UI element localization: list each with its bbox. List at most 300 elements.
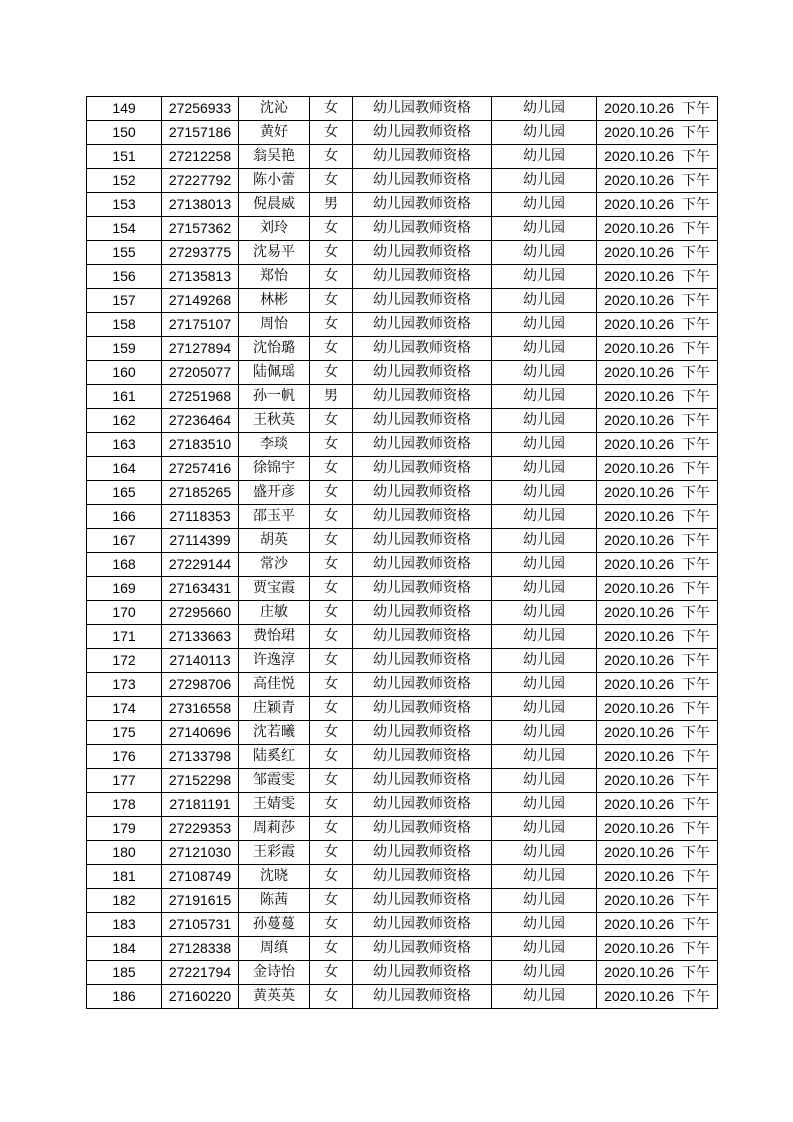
table-row <box>87 841 718 865</box>
row-number-cell: 186 <box>87 985 162 1009</box>
exam-date: 2020.10.26 <box>604 796 675 812</box>
row-number-cell: 162 <box>87 409 162 433</box>
qualification-cell: 幼儿园教师资格 <box>353 721 492 745</box>
candidate-name-cell: 陆奚红 <box>239 745 310 769</box>
exam-session: 下午 <box>681 388 710 404</box>
row-number-cell: 183 <box>87 913 162 937</box>
candidate-id-cell: 27114399 <box>162 529 239 553</box>
candidate-id-cell: 27140113 <box>162 649 239 673</box>
gender-cell: 女 <box>310 745 353 769</box>
subject-cell: 幼儿园 <box>492 145 597 169</box>
candidate-name-cell: 王婧雯 <box>239 793 310 817</box>
candidate-table <box>86 96 718 1009</box>
exam-date: 2020.10.26 <box>604 604 675 620</box>
candidate-name-cell: 陈茜 <box>239 889 310 913</box>
exam-date: 2020.10.26 <box>604 964 675 980</box>
candidate-name-cell: 陆佩瑶 <box>239 361 310 385</box>
table-row <box>87 385 718 409</box>
candidate-id-cell: 27133798 <box>162 745 239 769</box>
table-row <box>87 265 718 289</box>
gender-cell: 女 <box>310 457 353 481</box>
qualification-cell: 幼儿园教师资格 <box>353 481 492 505</box>
qualification-cell: 幼儿园教师资格 <box>353 793 492 817</box>
candidate-name-cell: 周缜 <box>239 937 310 961</box>
exam-date: 2020.10.26 <box>604 484 675 500</box>
row-number-cell: 166 <box>87 505 162 529</box>
table-row <box>87 697 718 721</box>
exam-session: 下午 <box>681 148 710 164</box>
subject-cell: 幼儿园 <box>492 433 597 457</box>
candidate-id-cell: 27121030 <box>162 841 239 865</box>
subject-cell: 幼儿园 <box>492 985 597 1009</box>
gender-cell: 女 <box>310 505 353 529</box>
table-row <box>87 529 718 553</box>
row-number-cell: 167 <box>87 529 162 553</box>
candidate-name-cell: 胡英 <box>239 529 310 553</box>
table-row <box>87 121 718 145</box>
exam-session: 下午 <box>681 940 710 956</box>
gender-cell: 女 <box>310 481 353 505</box>
candidate-name-cell: 沈易平 <box>239 241 310 265</box>
table-row <box>87 961 718 985</box>
table-row <box>87 337 718 361</box>
subject-cell: 幼儿园 <box>492 457 597 481</box>
exam-session: 下午 <box>681 244 710 260</box>
exam-date-cell <box>597 793 718 817</box>
row-number-cell: 168 <box>87 553 162 577</box>
exam-session: 下午 <box>681 532 710 548</box>
exam-session: 下午 <box>681 724 710 740</box>
row-number-cell: 179 <box>87 817 162 841</box>
table-row <box>87 433 718 457</box>
gender-cell: 女 <box>310 361 353 385</box>
row-number-cell: 164 <box>87 457 162 481</box>
qualification-cell: 幼儿园教师资格 <box>353 673 492 697</box>
qualification-cell: 幼儿园教师资格 <box>353 217 492 241</box>
subject-cell: 幼儿园 <box>492 385 597 409</box>
row-number-cell: 163 <box>87 433 162 457</box>
qualification-cell: 幼儿园教师资格 <box>353 601 492 625</box>
table-row <box>87 625 718 649</box>
row-number-cell: 154 <box>87 217 162 241</box>
candidate-id-cell: 27157362 <box>162 217 239 241</box>
candidate-id-cell: 27128338 <box>162 937 239 961</box>
subject-cell: 幼儿园 <box>492 697 597 721</box>
exam-date-cell <box>597 673 718 697</box>
qualification-cell: 幼儿园教师资格 <box>353 193 492 217</box>
table-row <box>87 481 718 505</box>
table-row <box>87 241 718 265</box>
exam-date: 2020.10.26 <box>604 628 675 644</box>
subject-cell: 幼儿园 <box>492 361 597 385</box>
subject-cell: 幼儿园 <box>492 649 597 673</box>
table-row <box>87 409 718 433</box>
exam-session: 下午 <box>681 412 710 428</box>
exam-session: 下午 <box>681 364 710 380</box>
qualification-cell: 幼儿园教师资格 <box>353 889 492 913</box>
row-number-cell: 177 <box>87 769 162 793</box>
gender-cell: 男 <box>310 193 353 217</box>
qualification-cell: 幼儿园教师资格 <box>353 169 492 193</box>
exam-date-cell <box>597 505 718 529</box>
candidate-id-cell: 27133663 <box>162 625 239 649</box>
row-number-cell: 184 <box>87 937 162 961</box>
candidate-name-cell: 王秋英 <box>239 409 310 433</box>
candidate-id-cell: 27229144 <box>162 553 239 577</box>
candidate-name-cell: 王彩霞 <box>239 841 310 865</box>
candidate-id-cell: 27205077 <box>162 361 239 385</box>
candidate-id-cell: 27256933 <box>162 97 239 121</box>
exam-date: 2020.10.26 <box>604 940 675 956</box>
row-number-cell: 169 <box>87 577 162 601</box>
candidate-name-cell: 徐锦宇 <box>239 457 310 481</box>
row-number-cell: 176 <box>87 745 162 769</box>
exam-date-cell <box>597 361 718 385</box>
exam-date: 2020.10.26 <box>604 988 675 1004</box>
subject-cell: 幼儿园 <box>492 913 597 937</box>
qualification-cell: 幼儿园教师资格 <box>353 817 492 841</box>
gender-cell: 女 <box>310 913 353 937</box>
table-row <box>87 169 718 193</box>
subject-cell: 幼儿园 <box>492 721 597 745</box>
candidate-name-cell: 刘玲 <box>239 217 310 241</box>
table-row <box>87 601 718 625</box>
table-row <box>87 913 718 937</box>
candidate-id-cell: 27293775 <box>162 241 239 265</box>
exam-date-cell <box>597 649 718 673</box>
gender-cell: 女 <box>310 337 353 361</box>
candidate-name-cell: 庄敏 <box>239 601 310 625</box>
exam-date-cell <box>597 937 718 961</box>
exam-session: 下午 <box>681 340 710 356</box>
table-row <box>87 145 718 169</box>
candidate-id-cell: 27105731 <box>162 913 239 937</box>
exam-date: 2020.10.26 <box>604 148 675 164</box>
table-row <box>87 769 718 793</box>
gender-cell: 女 <box>310 841 353 865</box>
candidate-id-cell: 27140696 <box>162 721 239 745</box>
row-number-cell: 161 <box>87 385 162 409</box>
gender-cell: 女 <box>310 817 353 841</box>
gender-cell: 女 <box>310 625 353 649</box>
gender-cell: 女 <box>310 433 353 457</box>
candidate-id-cell: 27163431 <box>162 577 239 601</box>
row-number-cell: 156 <box>87 265 162 289</box>
subject-cell: 幼儿园 <box>492 937 597 961</box>
gender-cell: 女 <box>310 241 353 265</box>
candidate-id-cell: 27316558 <box>162 697 239 721</box>
exam-session: 下午 <box>681 484 710 500</box>
gender-cell: 男 <box>310 385 353 409</box>
candidate-id-cell: 27221794 <box>162 961 239 985</box>
gender-cell: 女 <box>310 601 353 625</box>
qualification-cell: 幼儿园教师资格 <box>353 289 492 313</box>
table-row <box>87 217 718 241</box>
table-row <box>87 937 718 961</box>
exam-date: 2020.10.26 <box>604 268 675 284</box>
candidate-name-cell: 许逸淳 <box>239 649 310 673</box>
exam-session: 下午 <box>681 508 710 524</box>
exam-session: 下午 <box>681 172 710 188</box>
candidate-id-cell: 27251968 <box>162 385 239 409</box>
table-row <box>87 505 718 529</box>
qualification-cell: 幼儿园教师资格 <box>353 505 492 529</box>
exam-session: 下午 <box>681 772 710 788</box>
table-row <box>87 865 718 889</box>
exam-date-cell <box>597 601 718 625</box>
candidate-name-cell: 贾宝霞 <box>239 577 310 601</box>
candidate-id-cell: 27181191 <box>162 793 239 817</box>
candidate-id-cell: 27229353 <box>162 817 239 841</box>
exam-date: 2020.10.26 <box>604 316 675 332</box>
gender-cell: 女 <box>310 97 353 121</box>
subject-cell: 幼儿园 <box>492 745 597 769</box>
row-number-cell: 151 <box>87 145 162 169</box>
row-number-cell: 149 <box>87 97 162 121</box>
subject-cell: 幼儿园 <box>492 769 597 793</box>
exam-session: 下午 <box>681 796 710 812</box>
exam-session: 下午 <box>681 292 710 308</box>
row-number-cell: 181 <box>87 865 162 889</box>
qualification-cell: 幼儿园教师资格 <box>353 697 492 721</box>
exam-date: 2020.10.26 <box>604 100 675 116</box>
exam-date: 2020.10.26 <box>604 244 675 260</box>
gender-cell: 女 <box>310 265 353 289</box>
exam-session: 下午 <box>681 748 710 764</box>
exam-date: 2020.10.26 <box>604 580 675 596</box>
subject-cell: 幼儿园 <box>492 577 597 601</box>
qualification-cell: 幼儿园教师资格 <box>353 745 492 769</box>
exam-session: 下午 <box>681 700 710 716</box>
exam-date-cell <box>597 481 718 505</box>
exam-session: 下午 <box>681 652 710 668</box>
candidate-id-cell: 27127894 <box>162 337 239 361</box>
qualification-cell: 幼儿园教师资格 <box>353 265 492 289</box>
table-row <box>87 577 718 601</box>
candidate-name-cell: 庄颖青 <box>239 697 310 721</box>
exam-date-cell <box>597 313 718 337</box>
candidate-table-body <box>87 97 718 1009</box>
exam-session: 下午 <box>681 580 710 596</box>
qualification-cell: 幼儿园教师资格 <box>353 769 492 793</box>
exam-date: 2020.10.26 <box>604 772 675 788</box>
exam-date-cell <box>597 985 718 1009</box>
exam-session: 下午 <box>681 868 710 884</box>
candidate-name-cell: 李琰 <box>239 433 310 457</box>
exam-date: 2020.10.26 <box>604 436 675 452</box>
qualification-cell: 幼儿园教师资格 <box>353 97 492 121</box>
qualification-cell: 幼儿园教师资格 <box>353 433 492 457</box>
candidate-id-cell: 27191615 <box>162 889 239 913</box>
gender-cell: 女 <box>310 649 353 673</box>
qualification-cell: 幼儿园教师资格 <box>353 241 492 265</box>
exam-date-cell <box>597 337 718 361</box>
candidate-name-cell: 周怡 <box>239 313 310 337</box>
row-number-cell: 173 <box>87 673 162 697</box>
candidate-name-cell: 孙蔓蔓 <box>239 913 310 937</box>
gender-cell: 女 <box>310 409 353 433</box>
candidate-id-cell: 27295660 <box>162 601 239 625</box>
table-row <box>87 673 718 697</box>
exam-session: 下午 <box>681 436 710 452</box>
exam-session: 下午 <box>681 988 710 1004</box>
qualification-cell: 幼儿园教师资格 <box>353 937 492 961</box>
exam-date-cell <box>597 553 718 577</box>
exam-session: 下午 <box>681 100 710 116</box>
gender-cell: 女 <box>310 217 353 241</box>
row-number-cell: 172 <box>87 649 162 673</box>
table-row <box>87 721 718 745</box>
subject-cell: 幼儿园 <box>492 241 597 265</box>
exam-date-cell <box>597 409 718 433</box>
exam-date-cell <box>597 433 718 457</box>
exam-date: 2020.10.26 <box>604 820 675 836</box>
exam-date: 2020.10.26 <box>604 460 675 476</box>
qualification-cell: 幼儿园教师资格 <box>353 985 492 1009</box>
gender-cell: 女 <box>310 577 353 601</box>
row-number-cell: 170 <box>87 601 162 625</box>
row-number-cell: 160 <box>87 361 162 385</box>
exam-date: 2020.10.26 <box>604 700 675 716</box>
candidate-name-cell: 沈若曦 <box>239 721 310 745</box>
exam-date: 2020.10.26 <box>604 892 675 908</box>
candidate-name-cell: 林彬 <box>239 289 310 313</box>
gender-cell: 女 <box>310 673 353 697</box>
exam-session: 下午 <box>681 460 710 476</box>
table-row <box>87 313 718 337</box>
candidate-id-cell: 27185265 <box>162 481 239 505</box>
qualification-cell: 幼儿园教师资格 <box>353 841 492 865</box>
candidate-name-cell: 黄好 <box>239 121 310 145</box>
candidate-id-cell: 27183510 <box>162 433 239 457</box>
candidate-name-cell: 费怡珺 <box>239 625 310 649</box>
subject-cell: 幼儿园 <box>492 817 597 841</box>
exam-session: 下午 <box>681 628 710 644</box>
subject-cell: 幼儿园 <box>492 169 597 193</box>
gender-cell: 女 <box>310 769 353 793</box>
exam-date: 2020.10.26 <box>604 508 675 524</box>
row-number-cell: 178 <box>87 793 162 817</box>
subject-cell: 幼儿园 <box>492 553 597 577</box>
exam-date-cell <box>597 961 718 985</box>
exam-date-cell <box>597 289 718 313</box>
qualification-cell: 幼儿园教师资格 <box>353 577 492 601</box>
subject-cell: 幼儿园 <box>492 793 597 817</box>
candidate-name-cell: 高佳悦 <box>239 673 310 697</box>
qualification-cell: 幼儿园教师资格 <box>353 625 492 649</box>
subject-cell: 幼儿园 <box>492 865 597 889</box>
row-number-cell: 155 <box>87 241 162 265</box>
table-row <box>87 793 718 817</box>
table-row <box>87 649 718 673</box>
gender-cell: 女 <box>310 889 353 913</box>
row-number-cell: 157 <box>87 289 162 313</box>
exam-date: 2020.10.26 <box>604 412 675 428</box>
qualification-cell: 幼儿园教师资格 <box>353 457 492 481</box>
exam-date: 2020.10.26 <box>604 844 675 860</box>
exam-date-cell <box>597 529 718 553</box>
table-row <box>87 985 718 1009</box>
gender-cell: 女 <box>310 961 353 985</box>
subject-cell: 幼儿园 <box>492 889 597 913</box>
exam-date-cell <box>597 169 718 193</box>
table-row <box>87 745 718 769</box>
exam-date: 2020.10.26 <box>604 292 675 308</box>
exam-date: 2020.10.26 <box>604 124 675 140</box>
subject-cell: 幼儿园 <box>492 121 597 145</box>
candidate-name-cell: 郑怡 <box>239 265 310 289</box>
exam-date: 2020.10.26 <box>604 532 675 548</box>
exam-date-cell <box>597 889 718 913</box>
candidate-id-cell: 27149268 <box>162 289 239 313</box>
qualification-cell: 幼儿园教师资格 <box>353 913 492 937</box>
gender-cell: 女 <box>310 145 353 169</box>
candidate-name-cell: 黄英英 <box>239 985 310 1009</box>
exam-date: 2020.10.26 <box>604 652 675 668</box>
exam-session: 下午 <box>681 220 710 236</box>
candidate-id-cell: 27108749 <box>162 865 239 889</box>
candidate-id-cell: 27135813 <box>162 265 239 289</box>
exam-date: 2020.10.26 <box>604 556 675 572</box>
exam-date-cell <box>597 865 718 889</box>
exam-date-cell <box>597 577 718 601</box>
subject-cell: 幼儿园 <box>492 481 597 505</box>
row-number-cell: 175 <box>87 721 162 745</box>
candidate-id-cell: 27175107 <box>162 313 239 337</box>
exam-session: 下午 <box>681 844 710 860</box>
candidate-id-cell: 27298706 <box>162 673 239 697</box>
candidate-name-cell: 金诗怡 <box>239 961 310 985</box>
row-number-cell: 153 <box>87 193 162 217</box>
row-number-cell: 159 <box>87 337 162 361</box>
exam-date-cell <box>597 265 718 289</box>
table-row <box>87 193 718 217</box>
exam-session: 下午 <box>681 892 710 908</box>
qualification-cell: 幼儿园教师资格 <box>353 361 492 385</box>
exam-session: 下午 <box>681 268 710 284</box>
gender-cell: 女 <box>310 793 353 817</box>
exam-date-cell <box>597 457 718 481</box>
gender-cell: 女 <box>310 553 353 577</box>
gender-cell: 女 <box>310 529 353 553</box>
gender-cell: 女 <box>310 289 353 313</box>
table-row <box>87 97 718 121</box>
qualification-cell: 幼儿园教师资格 <box>353 529 492 553</box>
qualification-cell: 幼儿园教师资格 <box>353 385 492 409</box>
table-row <box>87 289 718 313</box>
exam-date: 2020.10.26 <box>604 364 675 380</box>
exam-date-cell <box>597 841 718 865</box>
exam-date: 2020.10.26 <box>604 748 675 764</box>
candidate-name-cell: 邵玉平 <box>239 505 310 529</box>
exam-session: 下午 <box>681 916 710 932</box>
exam-date-cell <box>597 913 718 937</box>
exam-date-cell <box>597 121 718 145</box>
candidate-name-cell: 沈沁 <box>239 97 310 121</box>
row-number-cell: 165 <box>87 481 162 505</box>
subject-cell: 幼儿园 <box>492 313 597 337</box>
table-row <box>87 817 718 841</box>
row-number-cell: 152 <box>87 169 162 193</box>
exam-date: 2020.10.26 <box>604 868 675 884</box>
qualification-cell: 幼儿园教师资格 <box>353 865 492 889</box>
exam-date-cell <box>597 385 718 409</box>
exam-session: 下午 <box>681 964 710 980</box>
candidate-name-cell: 陈小蕾 <box>239 169 310 193</box>
subject-cell: 幼儿园 <box>492 97 597 121</box>
gender-cell: 女 <box>310 937 353 961</box>
exam-session: 下午 <box>681 124 710 140</box>
